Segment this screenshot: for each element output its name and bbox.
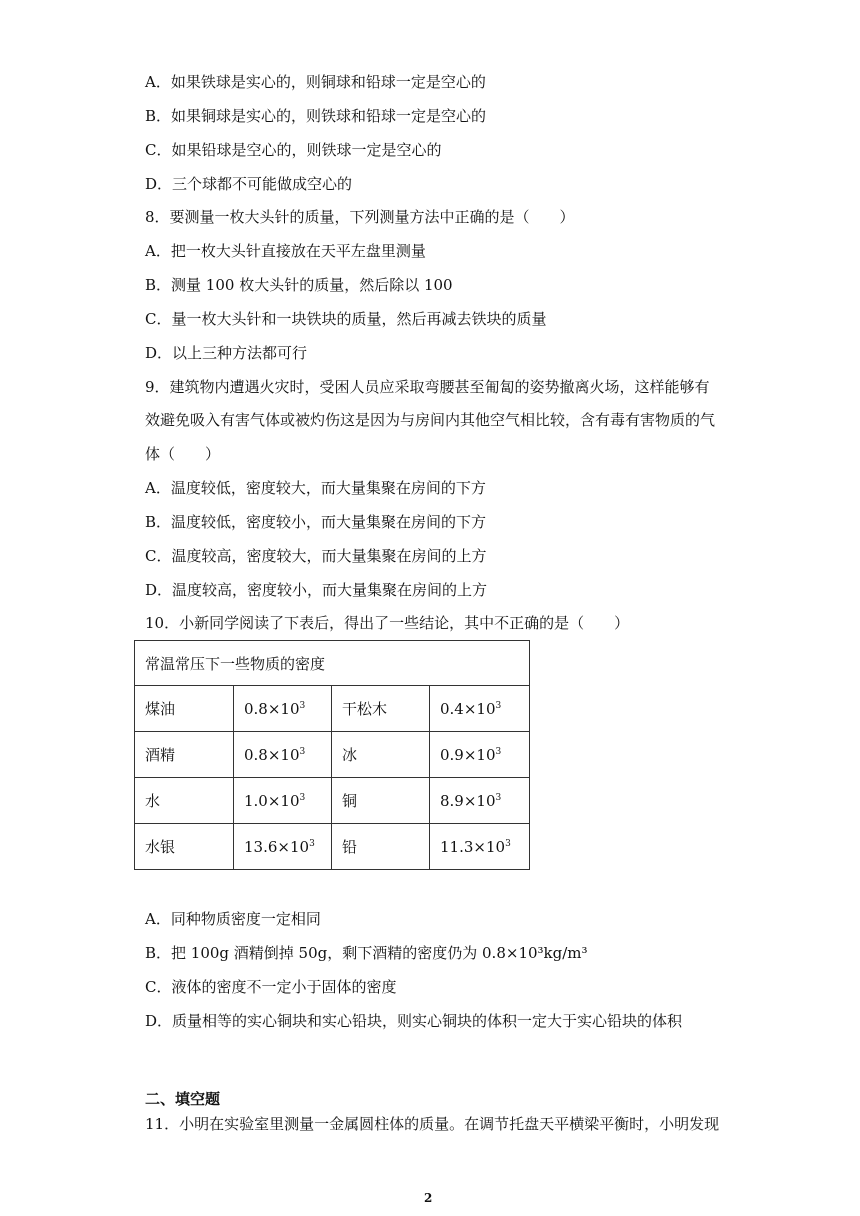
q8-option-b: B．测量 100 枚大头针的质量，然后除以 100 (145, 276, 453, 294)
q9-option-c: C．温度较高，密度较大，而大量集聚在房间的上方 (145, 547, 487, 565)
q9-stem-line1: 9．建筑物内遭遇火灾时，受困人员应采取弯腰甚至匍匐的姿势撤离火场，这样能够有 (145, 378, 710, 396)
table-cell: $0.8\times 10^3$ (234, 686, 332, 732)
q11-stem: 11．小明在实验室里测量一金属圆柱体的质量。在调节托盘天平横梁平衡时，小明发现 (145, 1115, 720, 1133)
table-cell: 煤油 (135, 686, 234, 732)
table-cell: 水银 (135, 824, 234, 870)
table-cell: $8.9\times 10^3$ (430, 778, 530, 824)
section-title: 二、填空题 (145, 1090, 221, 1108)
q10-option-d: D．质量相等的实心铜块和实心铅块，则实心铜块的体积一定大于实心铅块的体积 (145, 1012, 683, 1030)
q8-option-c: C．量一枚大头针和一块铁块的质量，然后再减去铁块的质量 (145, 310, 547, 328)
table-row (135, 732, 530, 778)
q9-stem-line3: 体（ ） (145, 445, 221, 463)
q8-option-d: D．以上三种方法都可行 (145, 344, 308, 362)
q10-option-b: B．把 100g 酒精倒掉 50g，剩下酒精的密度仍为 0.8×10³kg/m³ (145, 944, 588, 962)
table-cell: 冰 (332, 732, 430, 778)
q7-option-a: A．如果铁球是实心的，则铜球和铅球一定是空心的 (145, 73, 486, 91)
table-cell: $0.8\times 10^3$ (234, 732, 332, 778)
table-cell: $0.9\times 10^3$ (430, 732, 530, 778)
table-cell: $1.0\times 10^3$ (234, 778, 332, 824)
q10-option-c: C．液体的密度不一定小于固体的密度 (145, 978, 397, 996)
q9-option-d: D．温度较高，密度较小，而大量集聚在房间的上方 (145, 581, 488, 599)
table-cell: 酒精 (135, 732, 234, 778)
q9-option-b: B．温度较低，密度较小，而大量集聚在房间的下方 (145, 513, 487, 531)
table-cell: 铅 (332, 824, 430, 870)
q9-stem-line2: 效避免吸入有害气体或被灼伤这是因为与房间内其他空气相比较，含有毒有害物质的气 (145, 411, 716, 429)
table-cell: 铜 (332, 778, 430, 824)
table-title: 常温常压下一些物质的密度 (135, 641, 530, 686)
q10-option-a: A．同种物质密度一定相同 (145, 910, 321, 928)
table-row (135, 824, 530, 870)
table-cell: $13.6\times 10^3$ (234, 824, 332, 870)
q8-stem: 8．要测量一枚大头针的质量，下列测量方法中正确的是（ ） (145, 208, 575, 226)
table-row (135, 686, 530, 732)
q7-option-b: B．如果铜球是实心的，则铁球和铅球一定是空心的 (145, 107, 487, 125)
q7-option-d: D．三个球都不可能做成空心的 (145, 175, 353, 193)
table-cell: 水 (135, 778, 234, 824)
table-row (135, 778, 530, 824)
q10-stem: 10．小新同学阅读了下表后，得出了一些结论，其中不正确的是（ ） (145, 614, 630, 632)
table-cell: $0.4\times 10^3$ (430, 686, 530, 732)
q7-option-c: C．如果铅球是空心的，则铁球一定是空心的 (145, 141, 442, 159)
density-table (134, 640, 530, 870)
q8-option-a: A．把一枚大头针直接放在天平左盘里测量 (145, 242, 426, 260)
page-number: 2 (424, 1191, 433, 1205)
q9-option-a: A．温度较低，密度较大，而大量集聚在房间的下方 (145, 479, 486, 497)
table-cell: $11.3\times 10^3$ (430, 824, 530, 870)
table-cell: 干松木 (332, 686, 430, 732)
